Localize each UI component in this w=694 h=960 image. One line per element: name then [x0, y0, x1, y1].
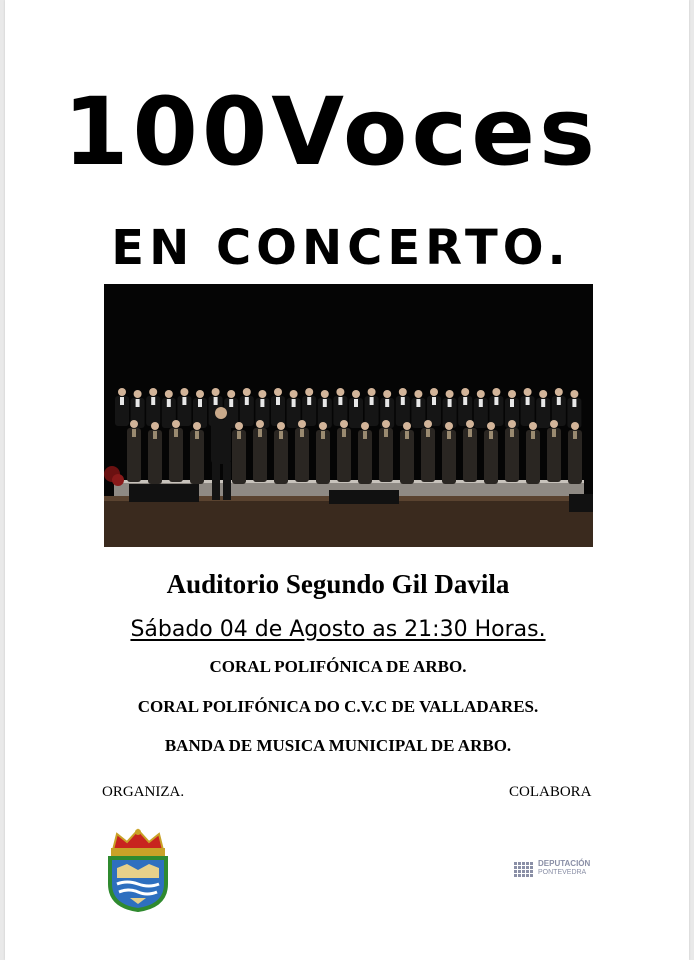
singer-collar: [370, 397, 374, 405]
singer-head: [555, 388, 563, 396]
singer-collar: [300, 429, 304, 437]
singer-collar: [195, 431, 199, 439]
singer-collar: [494, 397, 498, 405]
performer-line-2: CORAL POLIFÓNICA DO C.V.C DE VALLADARES.: [137, 697, 539, 716]
colabora-label: COLABORA: [509, 784, 592, 800]
singer-head: [277, 422, 285, 430]
choir-photo: [104, 284, 593, 547]
singer-collar: [292, 399, 296, 407]
singer-head: [430, 388, 438, 396]
singer-head: [256, 420, 264, 428]
singer-collar: [153, 431, 157, 439]
singer-collar: [510, 429, 514, 437]
organiza-label: ORGANIZA.: [102, 784, 185, 800]
singer-head: [298, 420, 306, 428]
performer-line-3: BANDA DE MUSICA MUNICIPAL DE ARBO.: [164, 736, 512, 755]
singer-head: [118, 388, 126, 396]
singer-collar: [489, 431, 493, 439]
deputacion-province: PONTEVEDRA: [538, 869, 587, 876]
singer-head: [524, 388, 532, 396]
singer-collar: [307, 397, 311, 405]
singer-head: [305, 388, 313, 396]
singer-head: [196, 390, 204, 398]
singer-collar: [572, 399, 576, 407]
singer-collar: [323, 399, 327, 407]
singer-head: [368, 388, 376, 396]
singer-collar: [526, 397, 530, 405]
singer-collar: [426, 429, 430, 437]
event-date: Sábado 04 de Agosto as 21:30 Horas.: [130, 617, 546, 642]
singer-collar: [258, 429, 262, 437]
singer-head: [477, 390, 485, 398]
singer-head: [414, 390, 422, 398]
singer-head: [461, 388, 469, 396]
singer-head: [180, 388, 188, 396]
singer-head: [165, 390, 173, 398]
singer-head: [172, 420, 180, 428]
singer-collar: [573, 431, 577, 439]
singer-head: [193, 422, 201, 430]
singer-head: [508, 390, 516, 398]
singer-collar: [260, 399, 264, 407]
singer-collar: [338, 397, 342, 405]
singer-head: [487, 422, 495, 430]
singer-collar: [151, 397, 155, 405]
singer-collar: [432, 397, 436, 405]
singer-collar: [167, 399, 171, 407]
singer-collar: [510, 399, 514, 407]
singer-collar: [385, 399, 389, 407]
singer-collar: [120, 397, 124, 405]
singer-collar: [321, 431, 325, 439]
singer-collar: [541, 399, 545, 407]
coat-of-arms-icon: [105, 828, 171, 912]
deputacion-name: DEPUTACIÓN: [538, 859, 591, 868]
singer-head: [529, 422, 537, 430]
singer-collar: [132, 429, 136, 437]
singer-collar: [448, 399, 452, 407]
poster-subtitle: EN CONCERTO.: [111, 220, 571, 276]
singer-collar: [198, 399, 202, 407]
singer-collar: [279, 431, 283, 439]
singer-collar: [557, 397, 561, 405]
deputacion-grid-icon: [514, 862, 536, 878]
singer-head: [403, 422, 411, 430]
singer-head: [235, 422, 243, 430]
singer-head: [383, 390, 391, 398]
singer-collar: [363, 431, 367, 439]
singer-head: [570, 390, 578, 398]
singer-collar: [245, 397, 249, 405]
singer-collar: [405, 431, 409, 439]
singer-head: [445, 422, 453, 430]
singer-collar: [401, 397, 405, 405]
singer-head: [258, 390, 266, 398]
singer-head: [243, 388, 251, 396]
singer-collar: [354, 399, 358, 407]
singer-head: [539, 390, 547, 398]
singer-collar: [447, 431, 451, 439]
singer-head: [290, 390, 298, 398]
singer-head: [336, 388, 344, 396]
singer-head: [466, 420, 474, 428]
singer-collar: [276, 397, 280, 405]
venue-name: Auditorio Segundo Gil Davila: [166, 569, 510, 599]
singer-head: [446, 390, 454, 398]
singer-head: [508, 420, 516, 428]
deputacion-logo: [514, 859, 591, 880]
singer-head: [399, 388, 407, 396]
singer-collar: [463, 397, 467, 405]
singer-collar: [384, 429, 388, 437]
singer-collar: [552, 429, 556, 437]
singer-collar: [468, 429, 472, 437]
singer-collar: [237, 431, 241, 439]
singer-collar: [182, 397, 186, 405]
singer-collar: [479, 399, 483, 407]
performer-line-1: CORAL POLIFÓNICA DE ARBO.: [209, 657, 467, 676]
singer-head: [361, 422, 369, 430]
singer-head: [571, 422, 579, 430]
singer-head: [212, 388, 220, 396]
singer-collar: [136, 399, 140, 407]
singer-head: [492, 388, 500, 396]
poster-page: [5, 0, 689, 960]
singer-collar: [229, 399, 233, 407]
singer-collar: [214, 397, 218, 405]
singer-head: [321, 390, 329, 398]
singer-head: [319, 422, 327, 430]
singer-head: [382, 420, 390, 428]
singer-head: [550, 420, 558, 428]
singer-head: [130, 420, 138, 428]
poster-title: 100Voces: [63, 78, 599, 187]
singer-collar: [342, 429, 346, 437]
singer-head: [227, 390, 235, 398]
singer-head: [352, 390, 360, 398]
singer-head: [274, 388, 282, 396]
singer-head: [151, 422, 159, 430]
singer-collar: [531, 431, 535, 439]
singer-head: [340, 420, 348, 428]
singer-head: [149, 388, 157, 396]
singer-collar: [174, 429, 178, 437]
singer-collar: [416, 399, 420, 407]
singer-head: [424, 420, 432, 428]
singer-head: [134, 390, 142, 398]
